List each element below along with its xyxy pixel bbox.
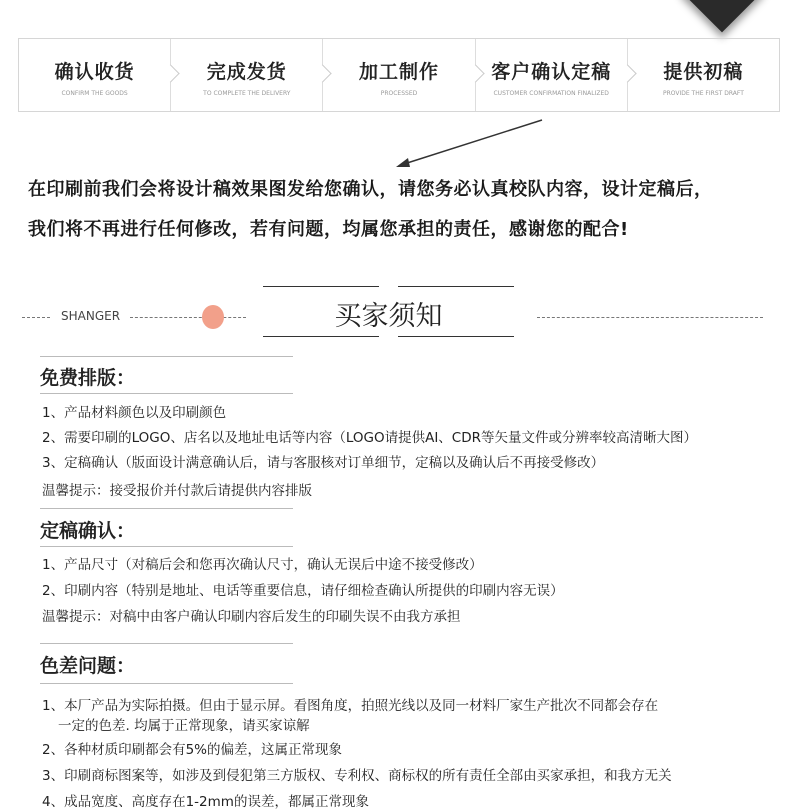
step-subtitle: CUSTOMER CONFIRMATION FINALIZED — [493, 90, 609, 97]
notice-line-2: 我们将不再进行任何修改，若有问题，均属您承担的责任，感谢您的配合! — [28, 219, 629, 240]
brand-label: SHANGER — [61, 309, 121, 323]
divider — [40, 508, 293, 509]
divider — [40, 393, 293, 394]
list-item: 4、成品宽度、高度存在1-2mm的误差，都属正常现象 — [42, 794, 369, 810]
section-title: 色差问题： — [40, 655, 136, 677]
divider — [263, 286, 379, 287]
step-subtitle: PROCESSED — [380, 90, 418, 97]
divider — [130, 317, 246, 318]
list-item: 1、产品材料颜色以及印刷颜色 — [42, 405, 227, 421]
notice-line-1: 在印刷前我们会将设计稿效果图发给您确认，请您务必认真校队内容，设计定稿后， — [28, 179, 713, 200]
list-item: 3、定稿确认（版面设计满意确认后，请与客服核对订单细节，定稿以及确认后不再接受修改） — [42, 455, 605, 471]
divider — [40, 546, 293, 547]
list-item: 2、需要印刷的LOGO、店名以及地址电话等内容（LOGO请提供AI、CDR等矢量文件或分辨率较高清晰大图） — [42, 430, 698, 446]
section-title: 免费排版： — [40, 367, 136, 389]
step-subtitle: PROVIDE THE FIRST DRAFT — [662, 90, 744, 97]
step-title: 完成发货 — [206, 61, 287, 83]
divider — [398, 336, 514, 337]
divider — [537, 317, 763, 318]
tip: 温馨提示：接受报价并付款后请提供内容排版 — [42, 483, 312, 499]
list-item: 3、印刷商标图案等，如涉及到侵犯第三方版权、专利权、商标权的所有责任全部由买家承担，和我方无关 — [42, 768, 672, 784]
page-title: 买家须知 — [334, 301, 443, 332]
step-title: 加工制作 — [359, 61, 440, 83]
divider — [40, 643, 293, 644]
section-title: 定稿确认： — [40, 520, 136, 542]
step-title: 提供初稿 — [663, 61, 744, 83]
list-item: 1、本厂产品为实际拍摄。但由于显示屏。看图角度，拍照光线以及同一材料厂家生产批次不同都会存在 — [42, 698, 659, 714]
arrow-icon — [0, 0, 790, 200]
divider — [398, 286, 514, 287]
list-item: 一定的色差. 均属于正常现象，请买家谅解 — [58, 718, 310, 734]
list-item: 2、印刷内容（特别是地址、电话等重要信息，请仔细检查确认所提供的印刷内容无误） — [42, 583, 564, 599]
list-item: 2、各种材质印刷都会有5%的偏差，这属正常现象 — [42, 742, 343, 758]
divider — [263, 336, 379, 337]
list-item: 1、产品尺寸（对稿后会和您再次确认尺寸，确认无误后中途不接受修改） — [42, 557, 483, 573]
accent-dot — [202, 305, 224, 329]
step-title: 客户确认定稿 — [491, 61, 612, 83]
tip: 温馨提示：对稿中由客户确认印刷内容后发生的印刷失误不由我方承担 — [42, 609, 461, 625]
divider — [40, 683, 293, 684]
step-subtitle: CONFIRM THE GOODS — [61, 90, 128, 97]
divider — [40, 356, 293, 357]
step-title: 确认收货 — [54, 61, 135, 83]
divider — [22, 317, 50, 318]
step-subtitle: TO COMPLETE THE DELIVERY — [203, 90, 291, 97]
